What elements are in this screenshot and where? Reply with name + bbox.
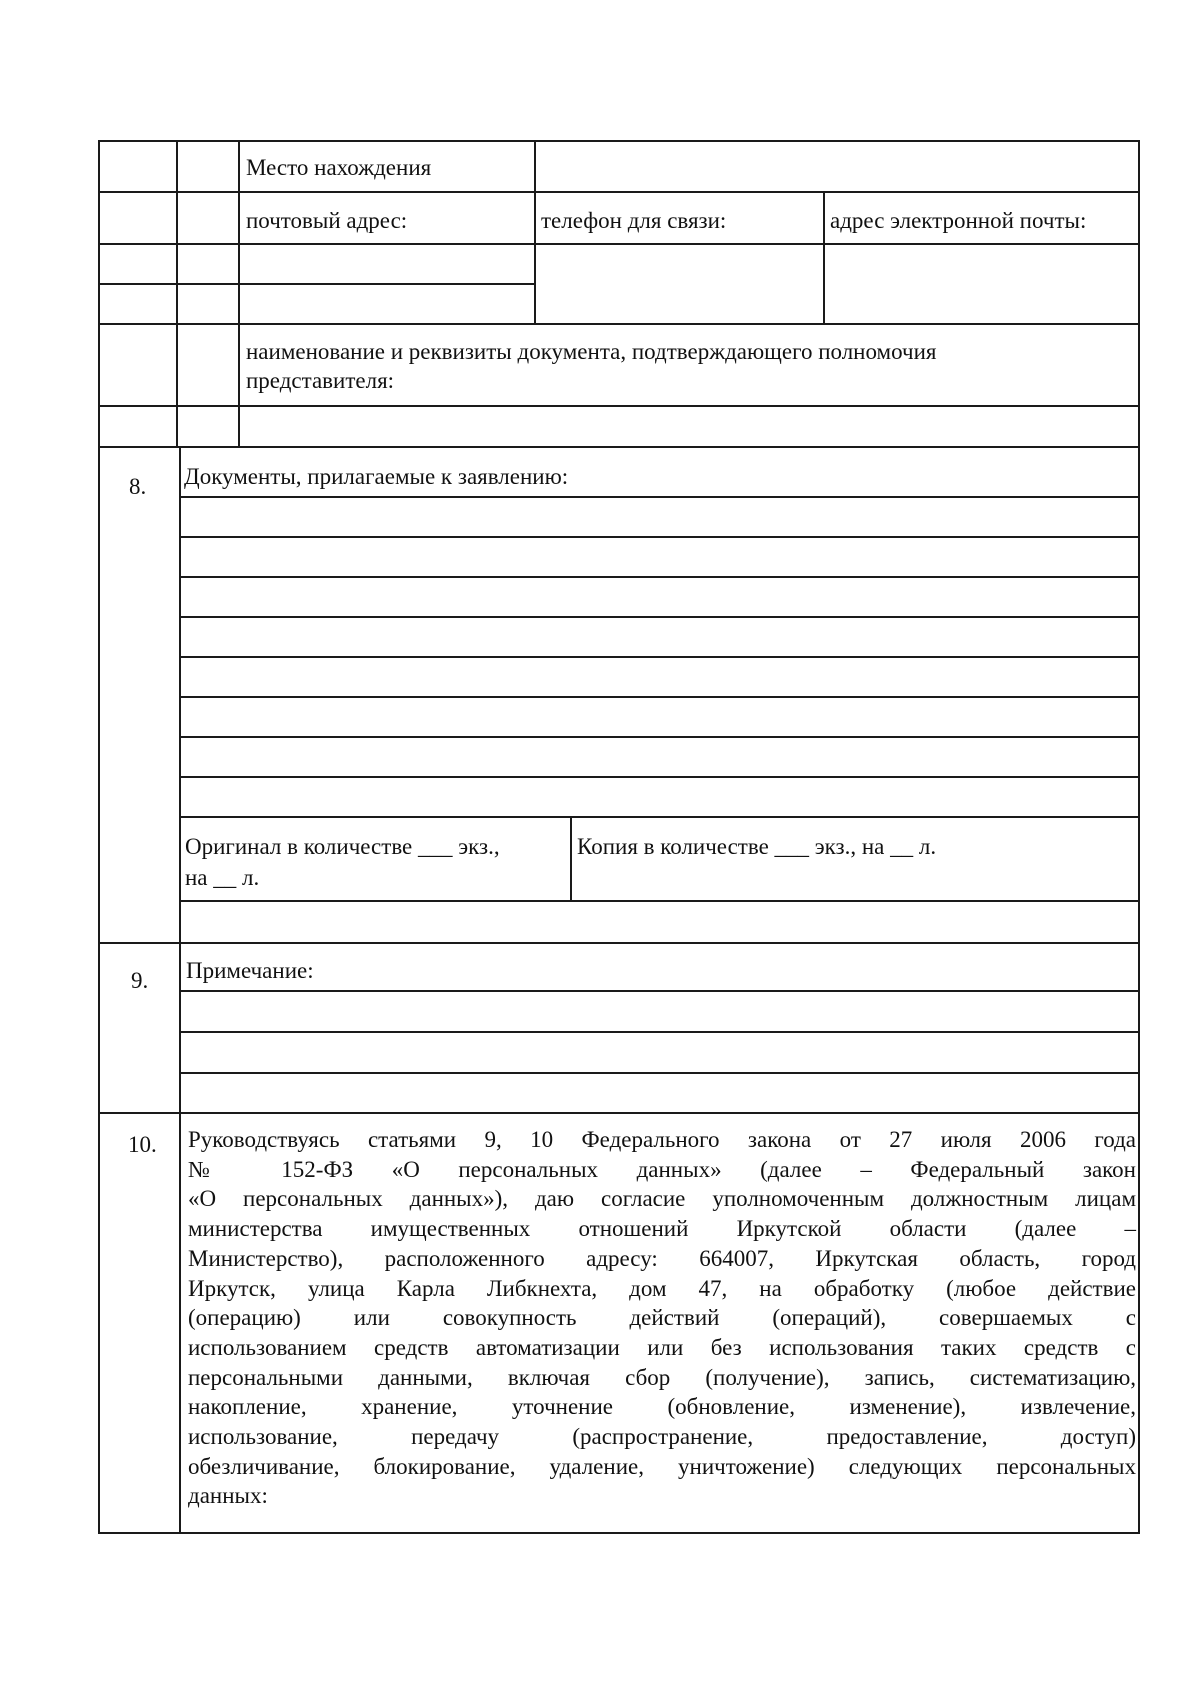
section-8-title: Документы, прилагаемые к заявлению:: [184, 464, 569, 489]
consent-line: персональными данными, включая сбор (получение), запись, систематизацию,: [188, 1364, 1136, 1390]
table-rule: [98, 942, 1138, 944]
table-rule: [98, 140, 100, 1534]
table-rule: [98, 191, 1138, 193]
table-rule: [179, 616, 1138, 618]
table-rule: [98, 140, 1138, 142]
consent-line: Иркутск, улица Карла Либкнехта, дом 47, на обработку (любое действие: [188, 1275, 1136, 1301]
phone-label: телефон для связи:: [541, 208, 727, 233]
authority-document-label: наименование и реквизиты документа, подтверждающего полномочия: [246, 339, 937, 364]
postal-address-field[interactable]: [241, 246, 533, 322]
table-rule: [179, 696, 1138, 698]
email-label: адрес электронной почты:: [830, 208, 1087, 233]
attachments-line[interactable]: [182, 539, 1137, 575]
consent-line: Министерство), расположенного адресу: 664007, Иркутская область, город: [188, 1245, 1136, 1271]
consent-line: накопление, хранение, уточнение (обновление, изменение), извлечение,: [188, 1394, 1136, 1420]
consent-line: «О персональных данных»), даю согласие уполномоченным должностным лицам: [188, 1186, 1136, 1212]
table-rule: [98, 243, 1138, 245]
table-rule: [179, 496, 1138, 498]
table-rule: [98, 405, 1138, 407]
table-rule: [179, 1072, 1138, 1074]
table-rule: [98, 1112, 1138, 1114]
table-rule: [823, 191, 825, 323]
original-count-text-cont: на __ л.: [185, 865, 260, 890]
table-rule: [179, 736, 1138, 738]
consent-line: использование, передачу (распространение, предоставление, доступ): [188, 1424, 1136, 1450]
email-field[interactable]: [826, 246, 1137, 322]
authority-document-label-cont: представителя:: [246, 368, 395, 393]
consent-line: (операцию) или совокупность действий (операций), совершаемых с: [188, 1305, 1136, 1331]
table-rule: [179, 990, 1138, 992]
table-rule: [534, 140, 536, 323]
consent-text: [188, 1125, 1136, 1511]
note-line[interactable]: [182, 993, 1137, 1030]
attachments-line[interactable]: [182, 499, 1137, 535]
table-rule: [179, 816, 1138, 818]
consent-line: Руководствуясь статьями 9, 10 Федерального закона от 27 июля 2006 года: [188, 1127, 1136, 1152]
table-rule: [570, 816, 572, 902]
section-9-number: 9.: [131, 968, 149, 993]
attachments-line[interactable]: [182, 739, 1137, 775]
table-rule: [179, 900, 1138, 902]
location-field[interactable]: [537, 143, 1137, 190]
table-rule: [98, 1532, 1138, 1534]
attachments-line[interactable]: [182, 619, 1137, 655]
copy-count-text: Копия в количестве ___ экз., на __ л.: [577, 834, 937, 859]
table-rule: [179, 656, 1138, 658]
table-rule: [238, 140, 240, 446]
section-9-title: Примечание:: [186, 958, 314, 983]
consent-line: использованием средств автоматизации или без использования таких средств с: [188, 1334, 1136, 1360]
original-count-text: Оригинал в количестве ___ экз.,: [185, 834, 500, 859]
consent-line: № 152-ФЗ «О персональных данных» (далее – Федеральный закон: [188, 1156, 1136, 1182]
section-8-number: 8.: [129, 474, 147, 499]
phone-field[interactable]: [537, 246, 822, 322]
table-rule: [179, 776, 1138, 778]
authority-document-field[interactable]: [241, 408, 1137, 445]
note-line[interactable]: [182, 1034, 1137, 1071]
table-rule: [98, 446, 1138, 448]
location-label: Место нахождения: [246, 155, 432, 180]
table-rule: [179, 536, 1138, 538]
table-rule: [176, 140, 178, 446]
attachments-line[interactable]: [182, 699, 1137, 735]
note-line[interactable]: [182, 1075, 1137, 1111]
attachments-line[interactable]: [182, 579, 1137, 615]
table-rule: [179, 576, 1138, 578]
section-10-number: 10.: [128, 1132, 157, 1157]
consent-line: обезличивание, блокирование, удаление, уничтожение) следующих персональных: [188, 1453, 1136, 1479]
consent-line: данных:: [188, 1483, 268, 1509]
table-rule: [98, 323, 1138, 325]
attachments-line[interactable]: [182, 779, 1137, 815]
table-rule: [179, 1031, 1138, 1033]
consent-line: министерства имущественных отношений Иркутской области (далее –: [188, 1216, 1136, 1242]
table-rule: [1138, 140, 1140, 1534]
postal-address-label: почтовый адрес:: [246, 208, 408, 233]
attachments-line[interactable]: [182, 659, 1137, 695]
